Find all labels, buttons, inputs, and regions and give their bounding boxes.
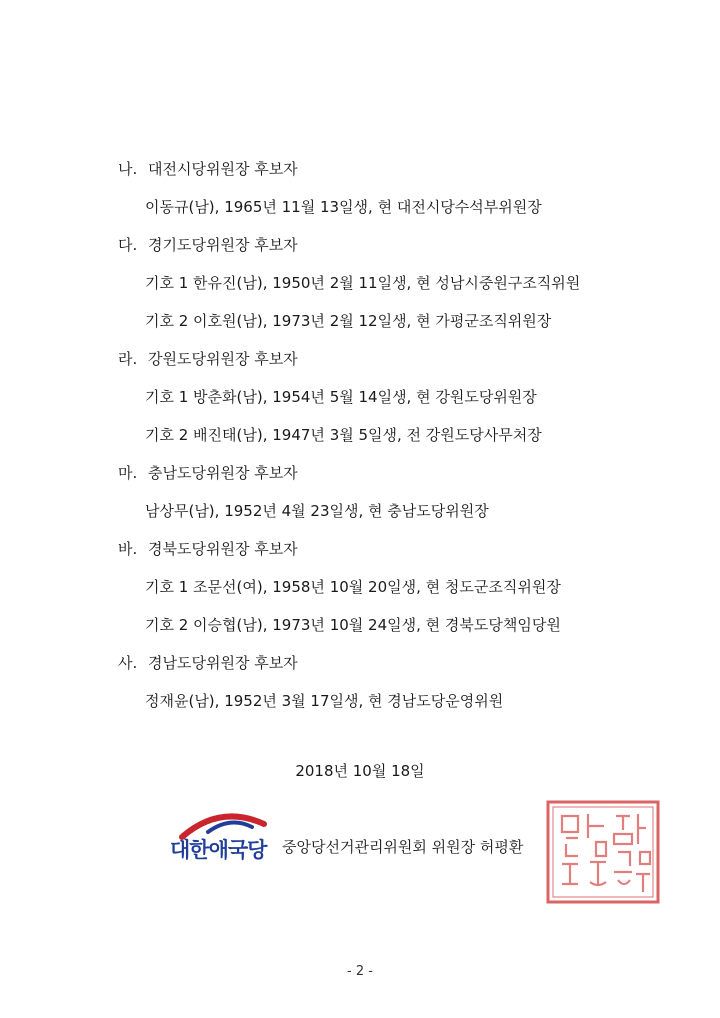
section-marker: 라. bbox=[118, 350, 138, 368]
candidate-entry: 기호 1 한유진(남), 1950년 2월 11일생, 현 성남시중원구조직위원 bbox=[145, 274, 581, 292]
section-heading bbox=[118, 530, 678, 568]
party-logo bbox=[168, 810, 280, 866]
signatory: 중앙당선거관리위원회 위원장 허평환 bbox=[282, 838, 524, 856]
section-gyeonggi bbox=[118, 226, 678, 340]
section-gyeongnam bbox=[118, 644, 678, 720]
section-gangwon bbox=[118, 340, 678, 454]
candidate-entry: 정재윤(남), 1952년 3월 17일생, 현 경남도당운영위원 bbox=[145, 692, 504, 710]
section-title: 대전시당위원장 후보자 bbox=[148, 160, 298, 178]
section-heading bbox=[118, 340, 678, 378]
candidate-entry: 기호 2 이승협(남), 1973년 10월 24일생, 현 경북도당책임당원 bbox=[145, 616, 561, 634]
candidate-entry: 기호 1 방춘화(남), 1954년 5월 14일생, 현 강원도당위원장 bbox=[145, 388, 537, 406]
section-title: 경북도당위원장 후보자 bbox=[148, 540, 298, 558]
official-seal-icon bbox=[544, 798, 662, 906]
candidate-sections bbox=[118, 150, 678, 720]
candidate-entry: 기호 1 조문선(여), 1958년 10월 20일생, 현 청도군조직위원장 bbox=[145, 578, 561, 596]
candidate-entry: 기호 2 이호원(남), 1973년 2월 12일생, 현 가평군조직위원장 bbox=[145, 312, 552, 330]
section-marker: 마. bbox=[118, 464, 138, 482]
candidate-entry: 기호 2 배진태(남), 1947년 3월 5일생, 전 강원도당사무처장 bbox=[145, 426, 542, 444]
section-daejeon bbox=[118, 150, 678, 226]
section-marker: 다. bbox=[118, 236, 138, 254]
section-chungnam bbox=[118, 454, 678, 530]
section-marker: 바. bbox=[118, 540, 138, 558]
section-title: 충남도당위원장 후보자 bbox=[148, 464, 298, 482]
section-title: 경남도당위원장 후보자 bbox=[148, 654, 298, 672]
section-heading bbox=[118, 150, 678, 188]
section-heading bbox=[118, 226, 678, 264]
page-number: - 2 - bbox=[347, 964, 373, 979]
candidate-entry: 이동규(남), 1965년 11월 13일생, 현 대전시당수석부위원장 bbox=[145, 198, 542, 216]
section-marker: 사. bbox=[118, 654, 138, 672]
logo-wordmark: 대한애국당 bbox=[170, 838, 267, 862]
section-title: 경기도당위원장 후보자 bbox=[148, 236, 298, 254]
section-title: 강원도당위원장 후보자 bbox=[148, 350, 298, 368]
section-marker: 나. bbox=[118, 160, 138, 178]
section-heading bbox=[118, 644, 678, 682]
section-gyeongbuk bbox=[118, 530, 678, 644]
candidate-entry: 남상무(남), 1952년 4월 23일생, 현 충남도당위원장 bbox=[145, 502, 489, 520]
section-heading bbox=[118, 454, 678, 492]
document-date: 2018년 10월 18일 bbox=[295, 762, 425, 780]
